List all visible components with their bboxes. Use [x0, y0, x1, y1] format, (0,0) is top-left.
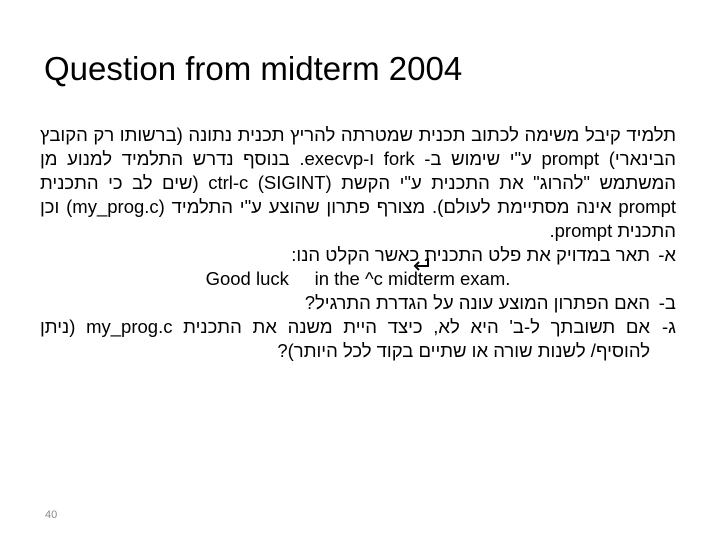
intro-paragraph: תלמיד קיבל משימה לכתוב תכנית שמטרתה להריץ תכנית נתונה (ברשותו רק הקובץ הבינארי) prompt ע"י שימוש ב- fork ו-execvp. בנוסף נדרש התלמיד למנוע מן המשתמש "להרוג" את התכנית ע"י הקשת ctrl-c (SIGINT) (שים לב כי התכנית prompt אינה מסתיימת לעולם). מצורף פתרון שהוצע ע"י התלמיד (my_prog.c) וכן התכנית prompt.	[40, 124, 677, 241]
question-a-text: תאר במדויק את פלט התכנית כאשר הקלט הנו:	[291, 244, 650, 265]
question-c-mark: ג-	[662, 316, 676, 337]
question-c-text: אם תשובתך ל-ב' היא לא, כיצד היית משנה את התכנית my_prog.c (ניתן להוסיף/ לשנות שורה או שתיים בקוד לכל היותר)?	[40, 316, 650, 361]
input-example-text: Good luck in the ^c midterm exam.	[205, 268, 511, 289]
question-b-text: האם הפתרון המוצע עונה על הגדרת התרגיל?	[304, 292, 650, 313]
question-b-mark: ב-	[658, 292, 676, 313]
slide-body	[40, 123, 676, 363]
question-b	[40, 291, 676, 315]
input-example	[40, 267, 676, 291]
question-a-mark: א-	[658, 244, 676, 265]
page-number: 40	[45, 509, 58, 521]
enter-key-icon	[412, 257, 432, 273]
slide-title: Question from midterm 2004	[44, 50, 463, 87]
question-a	[40, 243, 676, 267]
question-c	[40, 315, 676, 363]
